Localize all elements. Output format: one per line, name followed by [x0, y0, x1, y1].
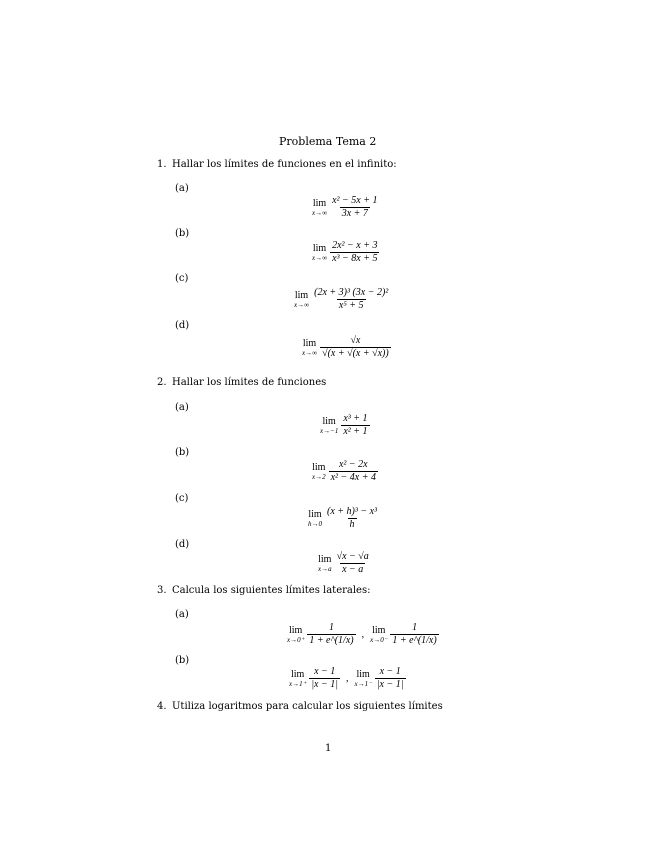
separator: ,: [346, 673, 349, 684]
denominator: |x − 1|: [376, 679, 404, 690]
lim-word: lim: [302, 338, 317, 349]
page-number: 1: [325, 743, 332, 754]
numerator: x − 1: [314, 666, 336, 677]
limit-expression: [308, 506, 379, 531]
item-label: (a): [175, 609, 189, 620]
item-label: (b): [175, 447, 190, 458]
item-label: (b): [175, 655, 190, 666]
fraction: [330, 240, 379, 265]
denominator: 1 + e^(1/x): [392, 635, 437, 646]
numerator: √x: [350, 335, 361, 346]
denominator: |x − 1|: [311, 679, 338, 690]
denominator: x⁵ + 5: [338, 300, 364, 311]
lim-subscript: x→0⁺: [287, 636, 305, 644]
fraction: [307, 622, 355, 647]
problem-1-text: Hallar los límites de funciones en el infinito:: [172, 159, 397, 170]
fraction: [375, 666, 406, 691]
fraction: [325, 506, 379, 531]
lim-word: lim: [290, 669, 305, 680]
limit-expression: [312, 240, 379, 265]
lim-word: lim: [318, 554, 332, 565]
item-label: (d): [175, 539, 190, 550]
denominator: x − a: [342, 564, 364, 575]
page-title: Problema Tema 2: [279, 135, 377, 148]
limit-expression: [289, 666, 406, 691]
lim-subscript: x→∞: [312, 209, 328, 217]
denominator: √(x + √(x + √x)): [322, 348, 389, 359]
limit-expression: [320, 413, 370, 438]
lim-subscript: x→a: [318, 565, 332, 573]
limit-expression: [287, 622, 439, 647]
fraction: [309, 666, 340, 691]
denominator: h: [349, 519, 355, 530]
lim-subscript: x→∞: [312, 254, 328, 262]
lim-subscript: x→1⁻: [354, 680, 372, 688]
numerator: 2x² − x + 3: [332, 240, 378, 251]
lim-word: lim: [372, 625, 386, 636]
lim-word: lim: [308, 509, 322, 520]
fraction: [335, 551, 371, 576]
denominator: x² + 1: [343, 426, 368, 437]
lim-word: lim: [312, 198, 327, 209]
item-label: (a): [175, 183, 189, 194]
denominator: x³ − 8x + 5: [332, 253, 378, 264]
item-label: (c): [175, 273, 189, 284]
lim-word: lim: [312, 243, 327, 254]
lim-subscript: x→1⁺: [289, 680, 307, 688]
numerator: 1: [412, 622, 418, 633]
problem-2-text: Hallar los límites de funciones: [172, 377, 327, 388]
problem-4-text: Utiliza logaritmos para calcular los siguientes límites: [172, 701, 443, 712]
numerator: x³ + 1: [343, 413, 368, 424]
numerator: x − 1: [379, 666, 401, 677]
problem-3-number: 3.: [157, 585, 167, 596]
problem-1-number: 1.: [157, 159, 167, 170]
problem-4-number: 4.: [157, 701, 167, 712]
limit-expression: [302, 335, 391, 360]
numerator: (x + h)³ − x³: [327, 506, 378, 517]
fraction: [330, 195, 379, 220]
denominator: 1 + e^(1/x): [309, 635, 354, 646]
denominator: 3x + 7: [341, 208, 368, 219]
limit-expression: [294, 287, 390, 312]
limit-expression: [318, 551, 371, 576]
lim-subscript: x→0⁻: [370, 636, 388, 644]
numerator: (2x + 3)³ (3x − 2)²: [314, 287, 389, 298]
numerator: x² − 5x + 1: [332, 195, 378, 206]
item-label: (c): [175, 493, 189, 504]
numerator: √x − √a: [336, 551, 369, 562]
problem-3-text: Calcula los siguientes límites laterales:: [172, 585, 371, 596]
numerator: x² − 2x: [338, 459, 368, 470]
item-label: (a): [175, 402, 189, 413]
denominator: x² − 4x + 4: [330, 472, 376, 483]
lim-subscript: x→−1: [320, 427, 339, 435]
item-label: (d): [175, 320, 190, 331]
limit-expression: [312, 459, 378, 484]
lim-subscript: x→∞: [294, 301, 310, 309]
lim-subscript: x→∞: [302, 349, 318, 357]
lim-word: lim: [312, 462, 326, 473]
problem-2-number: 2.: [157, 377, 167, 388]
fraction: [312, 287, 390, 312]
fraction: [341, 413, 369, 438]
fraction: [320, 335, 391, 360]
lim-word: lim: [356, 669, 370, 680]
fraction: [329, 459, 378, 484]
fraction: [390, 622, 438, 647]
lim-word: lim: [294, 290, 309, 301]
numerator: 1: [328, 622, 334, 633]
lim-subscript: x→2: [312, 473, 326, 481]
separator: ,: [361, 629, 365, 640]
item-label: (b): [175, 228, 190, 239]
lim-subscript: h→0: [308, 520, 322, 528]
lim-word: lim: [288, 625, 303, 636]
limit-expression: [312, 195, 379, 220]
lim-word: lim: [322, 416, 336, 427]
